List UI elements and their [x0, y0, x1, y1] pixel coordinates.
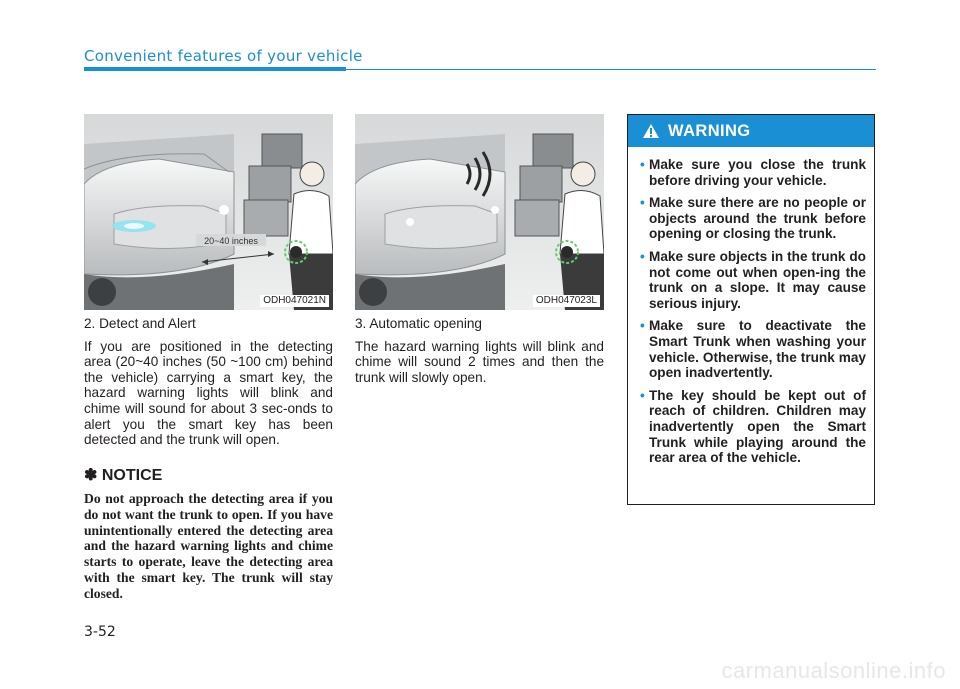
detect-alert-heading: 2. Detect and Alert	[84, 316, 196, 331]
bullet-icon: •	[640, 157, 645, 172]
automatic-opening-illustration	[355, 114, 604, 310]
detect-alert-illustration	[84, 114, 333, 310]
warning-title: WARNING	[668, 121, 751, 140]
section-title: Convenient features of your vehicle	[84, 47, 363, 65]
car-trunk-opening-illustration	[355, 114, 604, 310]
detect-alert-body: If you are positioned in the detecting area (20~40 inches (50 ~100 cm) behind the vehicle) carrying a smart key, the hazard warning lights will blink and chime will sound for about 3 sec-onds to alert you the smart key has been detected and the trunk will open.	[84, 338, 333, 448]
warning-item: • The key should be kept out of reach of children. Children may inadvertently open the Smart Trunk while playing around the rear area of the vehicle.	[640, 387, 866, 466]
detect-alert-section	[84, 316, 333, 448]
warning-header	[628, 115, 874, 147]
automatic-opening-section	[355, 316, 604, 385]
distance-label: 20~40 inches	[204, 236, 258, 246]
warning-box	[627, 114, 875, 505]
watermark: carmanualsonline.info	[721, 658, 946, 683]
bullet-icon: •	[640, 387, 645, 403]
header-rule-thick	[84, 67, 346, 71]
notice-body: Do not approach the detecting area if you do not want the trunk to open. If you have unintentionally entered the detecting area and the hazard warning lights and chime starts to operate, leave the detecting area with the smart key. The trunk will stay closed.	[84, 491, 333, 601]
warning-list	[628, 147, 874, 466]
warning-item: • Make sure objects in the trunk do not come out when open-ing the trunk on a slope. It may cause serious injury.	[640, 248, 866, 311]
warning-triangle-icon	[642, 123, 660, 139]
page-number: 3-52	[84, 624, 116, 640]
warning-item: • Make sure there are no people or objects around the trunk before opening or closing the trunk.	[640, 195, 866, 242]
car-person-illustration	[84, 114, 333, 310]
automatic-opening-body: The hazard warning lights will blink and chime will sound 2 times and then the trunk will slowly open.	[355, 338, 604, 385]
automatic-opening-heading: 3. Automatic opening	[355, 316, 482, 331]
figure-code: ODH047021N	[260, 295, 329, 307]
warning-item: • Make sure to deactivate the Smart Trunk when washing your vehicle. Otherwise, the trunk may open inadvertently.	[640, 318, 866, 381]
bullet-icon: •	[640, 195, 645, 211]
header-rule-thin	[346, 69, 876, 70]
warning-item: • Make sure you close the trunk before driving your vehicle.	[640, 157, 866, 188]
notice-heading: ✽ NOTICE	[84, 467, 163, 484]
bullet-icon: •	[640, 318, 645, 334]
figure-code: ODH047023L	[533, 295, 600, 307]
bullet-icon: •	[640, 248, 645, 264]
